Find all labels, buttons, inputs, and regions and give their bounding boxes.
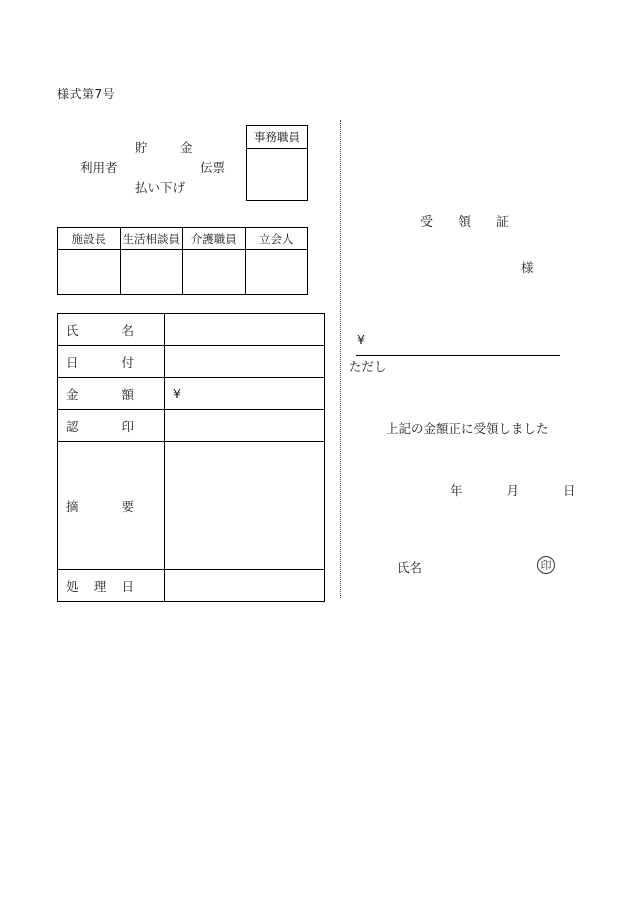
table-row (58, 314, 325, 346)
staff-header-2: 介護職員 (183, 228, 246, 250)
detail-value-processed[interactable] (165, 570, 325, 602)
slip-title-slip: 伝票 (200, 160, 226, 175)
table-row (58, 442, 325, 570)
staff-value-0[interactable] (58, 250, 121, 295)
detail-value-summary[interactable] (165, 442, 325, 570)
staff-value-2[interactable] (183, 250, 246, 295)
receipt-date-day: 日 (562, 483, 576, 498)
transaction-detail-table (57, 313, 325, 602)
cut-line-divider (340, 120, 341, 598)
table-row (58, 228, 308, 250)
form-number: 様式第7号 (57, 87, 116, 101)
staff-value-3[interactable] (245, 250, 308, 295)
seal-icon: 印 (537, 556, 555, 574)
clerk-box (246, 125, 308, 201)
detail-label-amount: 金 額 (58, 378, 165, 410)
receipt-addressee-honorific: 様 (521, 260, 534, 275)
detail-value-date[interactable] (165, 346, 325, 378)
table-row (58, 346, 325, 378)
staff-header-1: 生活相談員 (120, 228, 183, 250)
table-row (58, 250, 308, 295)
receipt-confirmation-text: 上記の金額正に受領しました (386, 421, 549, 436)
detail-value-amount[interactable]: ¥ (165, 378, 325, 410)
table-row (58, 378, 325, 410)
receipt-date-month: 月 (506, 483, 519, 498)
receipt-note-label: ただし (349, 359, 387, 374)
receipt-date-line (450, 481, 575, 499)
receipt-name-label: 氏名 (397, 560, 423, 575)
table-row (58, 410, 325, 442)
detail-label-summary: 摘 要 (58, 442, 165, 570)
slip-title-user: 利用者 (80, 160, 118, 175)
staff-header-0: 施設長 (58, 228, 121, 250)
receipt-yen-symbol: ¥ (357, 332, 365, 347)
detail-label-date: 日 付 (58, 346, 165, 378)
receipt-date-year: 年 (450, 483, 463, 498)
detail-value-name[interactable] (165, 314, 325, 346)
receipt-amount-line[interactable] (356, 355, 560, 356)
staff-header-3: 立会人 (245, 228, 308, 250)
staff-signature-table (57, 227, 308, 295)
receipt-title: 受 領 証 (420, 215, 516, 230)
detail-value-seal[interactable] (165, 410, 325, 442)
slip-title-savings: 貯 金 (135, 140, 203, 155)
detail-label-seal: 認 印 (58, 410, 165, 442)
staff-value-1[interactable] (120, 250, 183, 295)
clerk-box-header: 事務職員 (247, 126, 307, 149)
clerk-box-value[interactable] (247, 149, 307, 202)
table-row (58, 570, 325, 602)
detail-label-processed: 処 理 日 (58, 570, 165, 602)
detail-label-name: 氏 名 (58, 314, 165, 346)
slip-title-withdrawal: 払い下げ (135, 180, 186, 195)
